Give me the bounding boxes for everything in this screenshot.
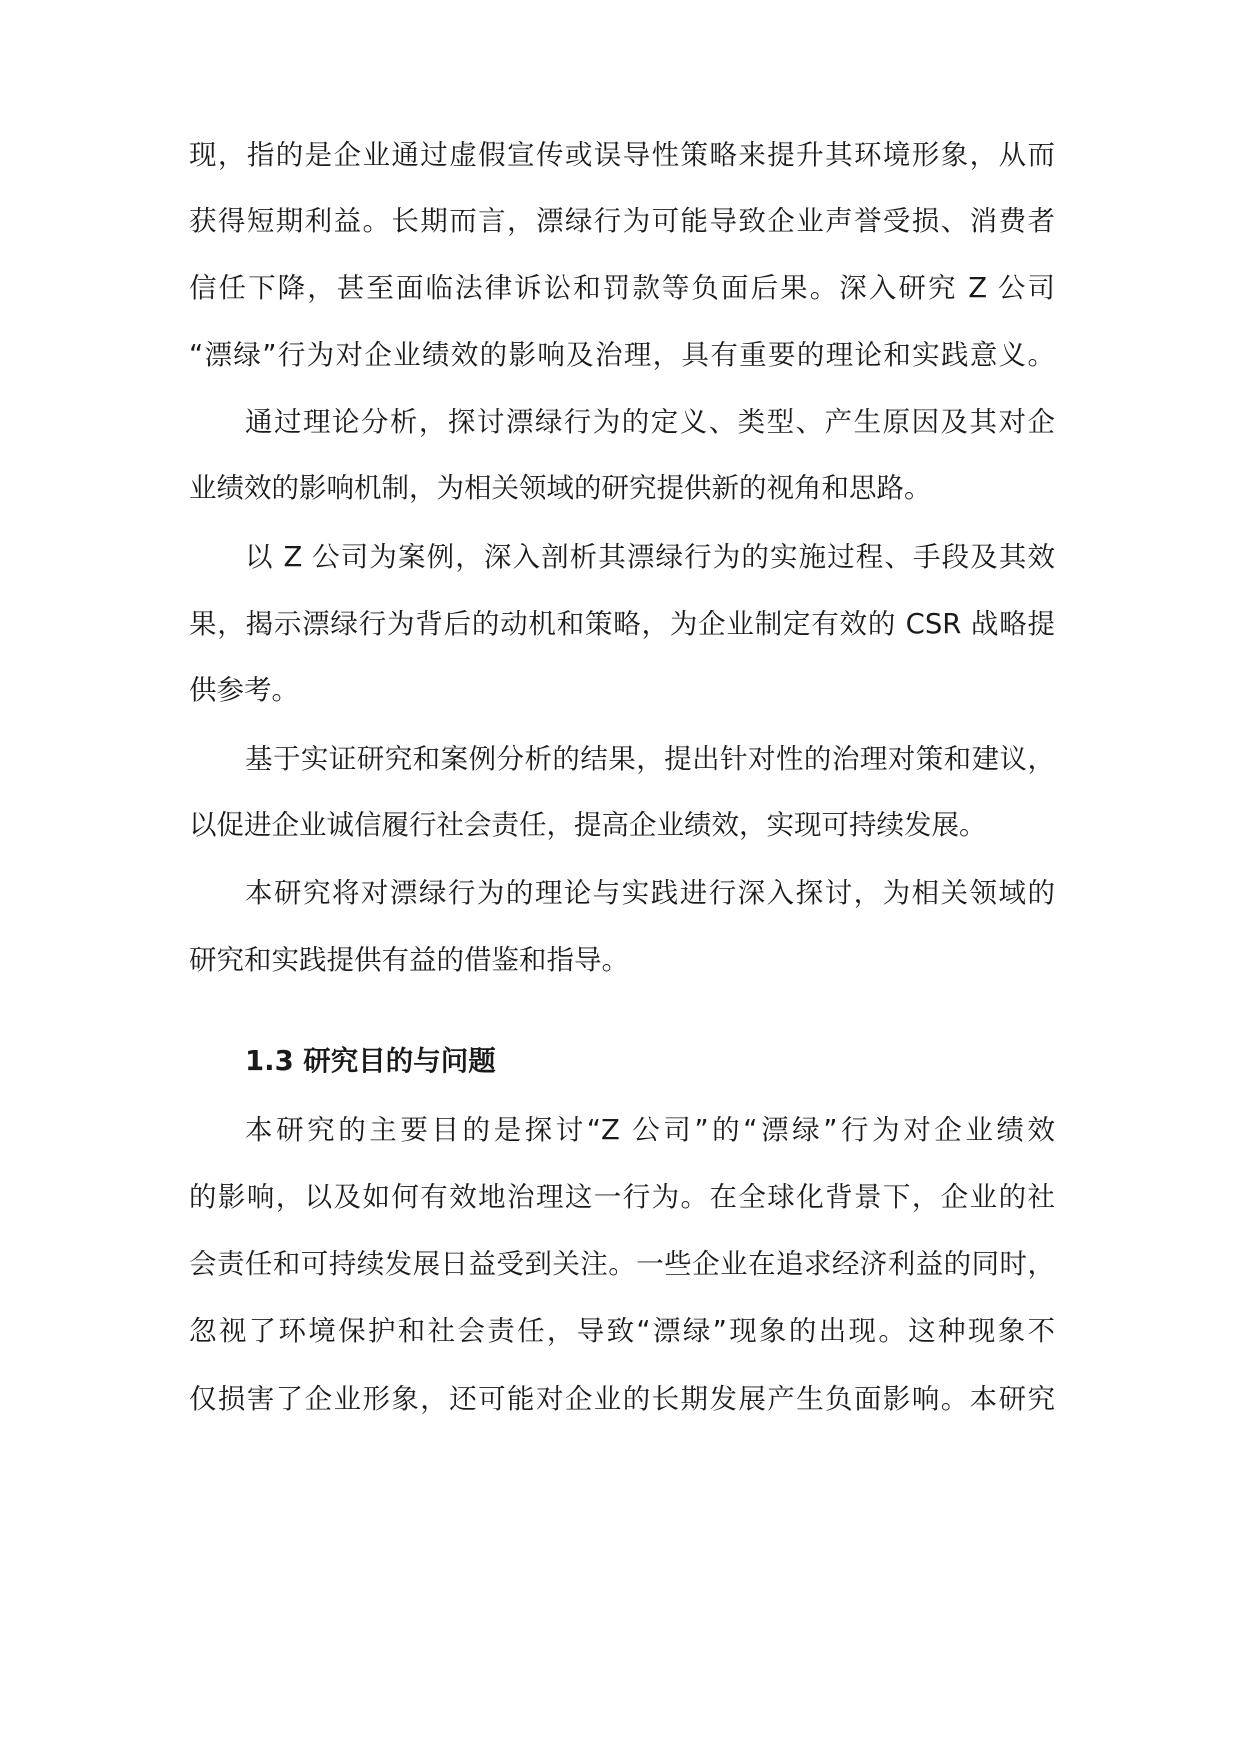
paragraph-line: 业绩效的影响机制，为相关领域的研究提供新的视角和思路。 <box>189 472 932 504</box>
paragraph-line: 研究和实践提供有益的借鉴和指导。 <box>189 944 629 976</box>
paragraph-line: 以 Z 公司为案例，深入剖析其漂绿行为的实施过程、手段及其效 <box>245 541 1055 573</box>
paragraph-line: 现，指的是企业通过虚假宣传或误导性策略来提升其环境形象，从而 <box>189 139 1055 171</box>
paragraph-line: 供参考。 <box>189 674 299 706</box>
paragraph-line: 忽视了环境保护和社会责任，导致“漂绿”现象的出现。这种现象不 <box>189 1315 1055 1347</box>
paragraph-line: 本研究将对漂绿行为的理论与实践进行深入探讨，为相关领域的 <box>245 877 1055 909</box>
paragraph-line: 通过理论分析，探讨漂绿行为的定义、类型、产生原因及其对企 <box>245 406 1055 438</box>
paragraph-line: 基于实证研究和案例分析的结果，提出针对性的治理对策和建议， <box>245 743 1055 775</box>
paragraph-line: 本研究的主要目的是探讨“Z 公司”的“漂绿”行为对企业绩效 <box>245 1114 1055 1146</box>
paragraph-line: 仅损害了企业形象，还可能对企业的长期发展产生负面影响。本研究 <box>189 1383 1055 1415</box>
paragraph-line: 获得短期利益。长期而言，漂绿行为可能导致企业声誉受损、消费者 <box>189 205 1055 237</box>
paragraph-line: “漂绿”行为对企业绩效的影响及治理，具有重要的理论和实践意义。 <box>189 339 1055 371</box>
paragraph-line: 果，揭示漂绿行为背后的动机和策略，为企业制定有效的 CSR 战略提 <box>189 608 1055 640</box>
paragraph-line: 信任下降，甚至面临法律诉讼和罚款等负面后果。深入研究 Z 公司 <box>189 272 1055 304</box>
paragraph-line: 会责任和可持续发展日益受到关注。一些企业在追求经济利益的同时， <box>189 1248 1055 1280</box>
paragraph-line: 的影响，以及如何有效地治理这一行为。在全球化背景下，企业的社 <box>189 1181 1055 1213</box>
paragraph-line: 以促进企业诚信履行社会责任，提高企业绩效，实现可持续发展。 <box>189 809 987 841</box>
section-heading: 1.3 研究目的与问题 <box>245 1045 496 1077</box>
